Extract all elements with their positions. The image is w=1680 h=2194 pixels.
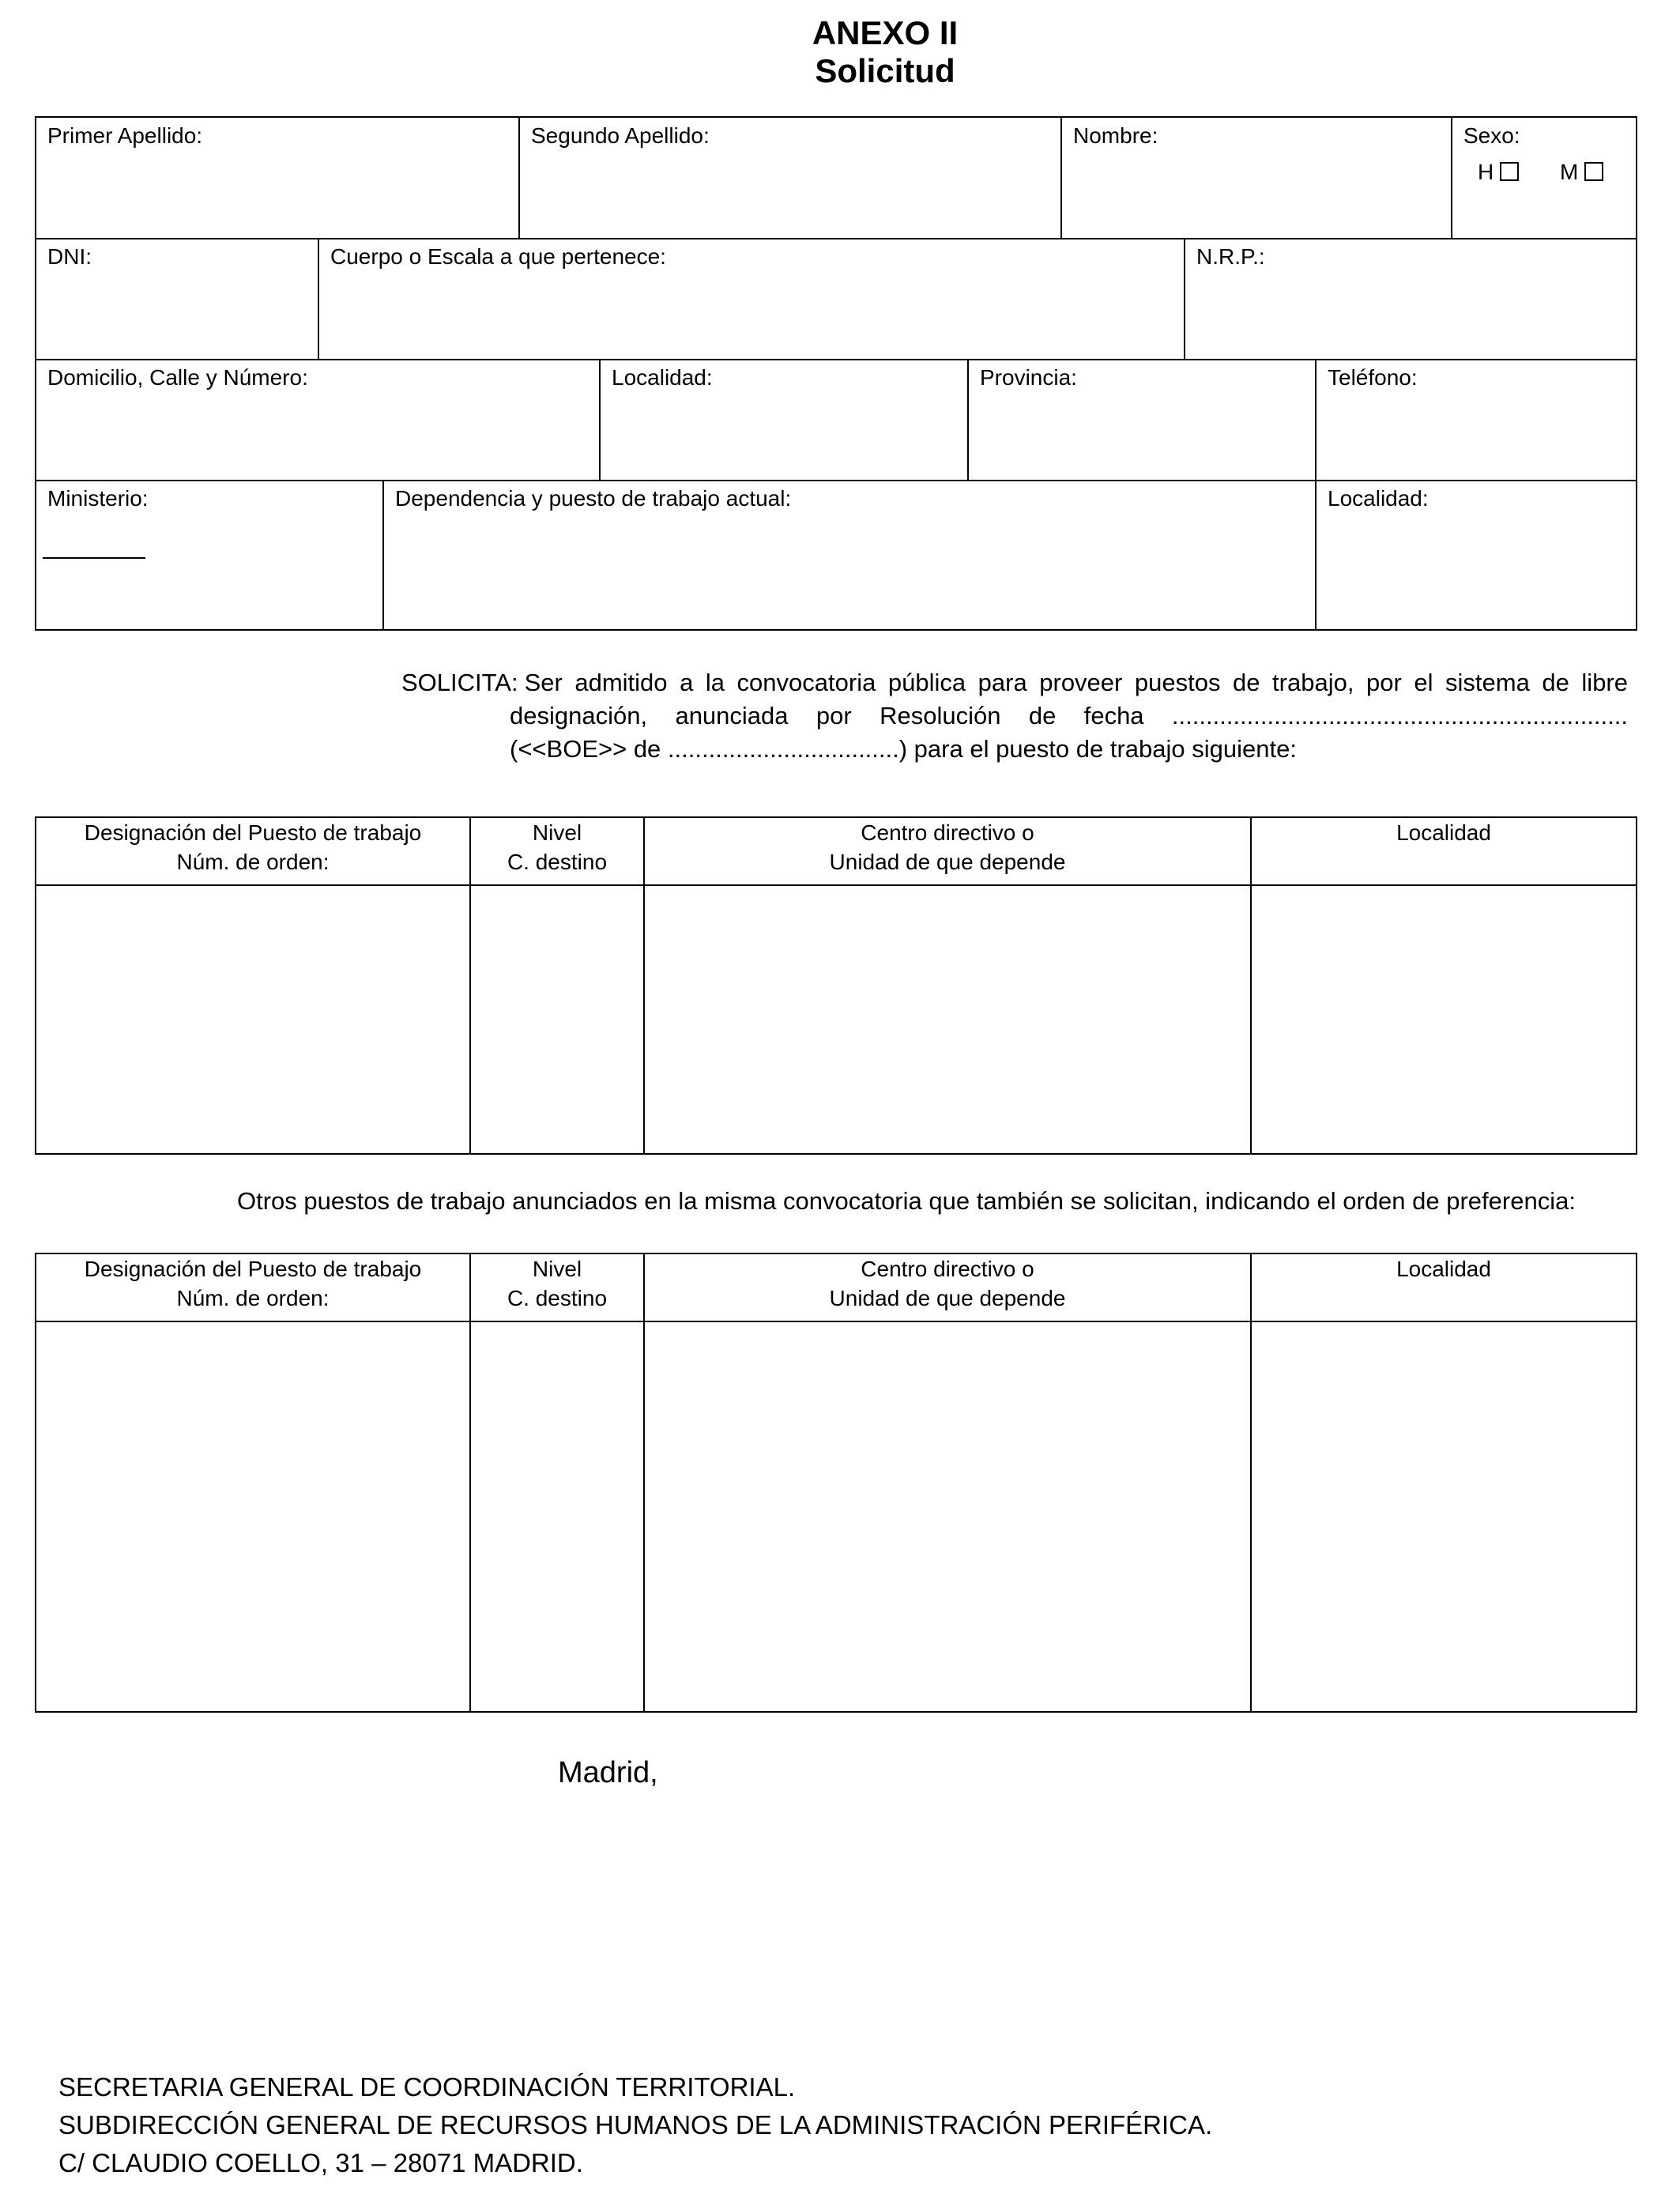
otros-puestos-table (35, 1253, 1637, 1713)
nrp-label: N.R.P.: (1196, 244, 1265, 269)
provincia-field[interactable] (969, 360, 1315, 396)
segundo-apellido-field[interactable] (520, 118, 1060, 154)
annex-title: ANEXO II (812, 14, 959, 51)
col-designacion-header: Designación del Puesto de trabajo Núm. de orden: (84, 820, 422, 874)
cuerpo-field[interactable] (319, 239, 1184, 275)
checkbox-h-icon[interactable] (1500, 162, 1519, 181)
ministerio-field[interactable] (36, 481, 382, 517)
otros-puestos-text: Otros puestos de trabajo anunciados en la misma convocatoria que también se solicitan, indicando el orden de preferencia: (237, 1187, 1576, 1215)
sexo-label: Sexo: (1463, 123, 1520, 148)
domicilio-label: Domicilio, Calle y Número: (47, 365, 308, 390)
col-centro-header-2: Centro directivo o Unidad de que depende (829, 1257, 1066, 1310)
personal-data-grid (35, 116, 1637, 631)
solicita-paragraph (401, 666, 1628, 766)
sexo-h-option[interactable]: H (1478, 160, 1519, 184)
localidad-actual-label: Localidad: (1328, 486, 1429, 511)
checkbox-m-icon[interactable] (1584, 162, 1603, 181)
telefono-label: Teléfono: (1328, 365, 1418, 390)
nivel-input-cell[interactable] (471, 886, 643, 1153)
centro-input-cell-2[interactable] (645, 1322, 1250, 1711)
solicita-label: SOLICITA: (401, 669, 518, 696)
puesto-table (35, 816, 1637, 1155)
localidad-input-cell-2[interactable] (1252, 1322, 1636, 1711)
madrid-date-line: Madrid, (558, 1756, 658, 1789)
localidad-input-cell[interactable] (1252, 886, 1636, 1153)
col-centro-header: Centro directivo o Unidad de que depende (829, 820, 1066, 874)
sexo-m-option[interactable]: M (1560, 160, 1603, 184)
dni-label: DNI: (47, 244, 92, 269)
dni-field[interactable] (36, 239, 318, 275)
col-localidad-header-2: Localidad (1396, 1257, 1491, 1281)
col-designacion-header-2: Designación del Puesto de trabajo Núm. de orden: (84, 1257, 422, 1310)
solicita-line1: Ser admitido a la convocatoria pública para proveer puestos de trabajo, por el sistema de libre (524, 669, 1628, 696)
designacion-input-cell-2[interactable] (36, 1322, 469, 1711)
localidad-actual-field[interactable] (1317, 481, 1636, 517)
form-subtitle: Solicitud (815, 52, 955, 89)
designacion-input-cell[interactable] (36, 886, 469, 1153)
centro-input-cell[interactable] (645, 886, 1250, 1153)
localidad-label: Localidad: (612, 365, 713, 390)
ministerio-underline (43, 557, 145, 559)
domicilio-field[interactable] (36, 360, 599, 396)
nrp-field[interactable] (1185, 239, 1636, 275)
col-localidad-header: Localidad (1396, 820, 1491, 845)
solicita-line3: (<<BOE>> de ..................................) para el puesto de trabajo siguiente: (510, 735, 1297, 763)
ministerio-label: Ministerio: (47, 486, 149, 511)
nivel-input-cell-2[interactable] (471, 1322, 643, 1711)
cuerpo-label: Cuerpo o Escala a que pertenece: (330, 244, 666, 269)
sexo-field (1452, 118, 1636, 190)
footer-line-2: SUBDIRECCIÓN GENERAL DE RECURSOS HUMANOS DE LA ADMINISTRACIÓN PERIFÉRICA. (58, 2110, 1213, 2139)
telefono-field[interactable] (1317, 360, 1636, 396)
localidad-field[interactable] (601, 360, 967, 396)
footer-address (58, 2068, 1560, 2182)
primer-apellido-field[interactable] (36, 118, 518, 154)
dependencia-label: Dependencia y puesto de trabajo actual: (395, 486, 792, 511)
segundo-apellido-label: Segundo Apellido: (531, 123, 710, 148)
provincia-label: Provincia: (980, 365, 1077, 390)
nombre-field[interactable] (1062, 118, 1451, 154)
primer-apellido-label: Primer Apellido: (47, 123, 203, 148)
footer-line-3: C/ CLAUDIO COELLO, 31 – 28071 MADRID. (58, 2148, 583, 2177)
col-nivel-header: Nivel C. destino (507, 820, 608, 874)
footer-line-1: SECRETARIA GENERAL DE COORDINACIÓN TERRITORIAL. (58, 2072, 796, 2102)
dependencia-field[interactable] (384, 481, 1315, 517)
col-nivel-header-2: Nivel C. destino (507, 1257, 608, 1310)
solicita-line2: designación, anunciada por Resolución de fecha ................................................................... (510, 702, 1628, 729)
nombre-label: Nombre: (1073, 123, 1158, 148)
